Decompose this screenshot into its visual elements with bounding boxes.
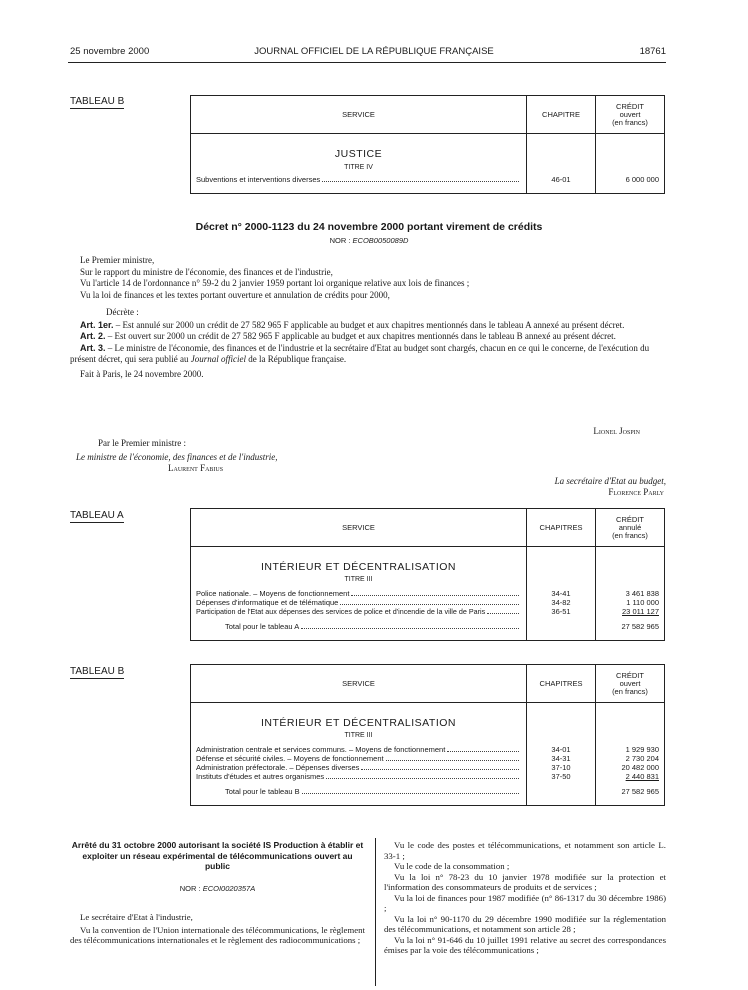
table-b — [190, 664, 665, 806]
article-2: Art. 2. – Est ouvert sur 2000 un crédit de 27 582 965 F applicable au budget et aux chapitres mentionnés dans le tableau B annexé au présent décret. — [80, 331, 616, 341]
row-credit: 1 110 000 — [596, 598, 665, 607]
row-service: Dépenses d'informatique et de télématique — [196, 598, 339, 607]
row-chapitre: 37-50 — [527, 772, 596, 781]
table-a-label: TABLEAU A — [70, 510, 124, 521]
total-value: 27 582 965 — [596, 622, 665, 640]
arrete-para: Vu la convention de l'Union internationale des télécommunications, le règlement des télécommunications internationales et le règlement des radiocommunications ; — [70, 924, 365, 945]
total-label: Total pour le tableau A — [225, 622, 300, 631]
table-row — [191, 589, 665, 598]
arrete-title: Arrêté du 31 octobre 2000 autorisant la société IS Production à établir et exploiter un réseau expérimental de télécommunications ouvert au public — [71, 840, 364, 871]
row-service: Administration centrale et services communs. – Moyens de fonctionnement — [196, 745, 446, 754]
row-credit: 2 730 204 — [596, 754, 665, 763]
article-1: Art. 1er. – Est annulé sur 2000 un crédit de 27 582 965 F applicable au budget et aux chapitres mentionnés dans le tableau A annexé au présent décret. — [80, 319, 625, 330]
col-header-credit: CRÉDIT ouvert (en francs) — [596, 665, 665, 703]
row-chapitre: 34-82 — [527, 598, 596, 607]
row-credit: 20 482 000 — [596, 763, 665, 772]
section-cell — [191, 134, 527, 172]
arrete-para: Vu la loi de finances pour 1987 modifiée (n° 86-1317 du 30 décembre 1986) ; — [384, 892, 666, 913]
row-credit: 1 929 930 — [596, 745, 665, 754]
row-service: Instituts d'études et autres organismes — [196, 772, 325, 781]
row-chapitre: 36-51 — [527, 607, 596, 616]
minister-role: Le ministre de l'économie, des finances et de l'industrie, — [76, 452, 278, 462]
article-3: Art. 3. – Le ministre de l'économie, des finances et de l'industrie et la secrétaire d'Etat au budget sont chargés, chacun en ce qui le concerne, de l'exécution du présent décret, qui sera publié au Journal officiel de la République française. — [70, 342, 650, 364]
table-a — [190, 508, 665, 641]
decret-nor: NOR : ECOB0050089D — [329, 236, 409, 245]
row-credit: 3 461 838 — [596, 589, 665, 598]
decret-nor-code: ECOB0050089D — [352, 236, 409, 245]
arrete-para: Vu le code de la consommation ; — [394, 861, 510, 871]
decret-para: Le Premier ministre, — [80, 255, 155, 265]
col-header-credit: CRÉDIT ouvert (en francs) — [596, 96, 665, 134]
row-chapitre: 34-31 — [527, 754, 596, 763]
section-title: INTÉRIEUR ET DÉCENTRALISATION — [261, 717, 456, 729]
decrete-line: Décrète : — [106, 307, 139, 317]
table-row — [191, 607, 665, 616]
decret-para: Vu la loi de finances et les textes portant ouverture et annulation de crédits pour 2000, — [80, 289, 390, 300]
row-chapitre: 34-01 — [527, 745, 596, 754]
header-journal-title: JOURNAL OFFICIEL DE LA RÉPUBLIQUE FRANÇAISE — [254, 46, 494, 57]
titre-label: TITRE IV — [344, 164, 373, 171]
par-le-premier-ministre: Par le Premier ministre : — [98, 438, 186, 448]
row-service: Subventions et interventions diverses — [196, 175, 321, 184]
section-title: INTÉRIEUR ET DÉCENTRALISATION — [261, 561, 456, 573]
arrete-right-body — [384, 840, 666, 956]
table-total-row — [191, 622, 665, 640]
row-service: Défense et sécurité civiles. – Moyens de fonctionnement — [196, 754, 384, 763]
arrete-nor-code: ECOI0020357A — [202, 884, 256, 893]
secretary-name: Florence Parly — [608, 487, 664, 497]
row-chapitre: 34-41 — [527, 589, 596, 598]
decret-para: Vu l'article 14 de l'ordonnance n° 59-2 du 2 janvier 1959 portant loi organique relative aux lois de finances ; — [80, 278, 470, 288]
row-credit: 6 000 000 — [596, 171, 665, 193]
header-date: 25 novembre 2000 — [70, 46, 150, 57]
arrete-left-body — [70, 912, 365, 946]
arrete-para: Vu le code des postes et télécommunications, et notamment son article L. 33-1 ; — [384, 840, 666, 861]
table-b-label: TABLEAU B — [70, 666, 125, 677]
arrete-para: Vu la loi n° 91-646 du 10 juillet 1991 relative au secret des correspondances émises par la voie des télécommunications ; — [384, 934, 666, 955]
section-title: JUSTICE — [334, 148, 383, 160]
table-row — [191, 171, 665, 193]
total-value: 27 582 965 — [596, 787, 665, 805]
header-rule — [68, 62, 666, 63]
col-header-service: SERVICE — [191, 665, 527, 703]
row-service: Police nationale. – Moyens de fonctionnement — [196, 589, 350, 598]
table-row — [191, 754, 665, 763]
table-top-label: TABLEAU B — [70, 96, 125, 107]
table-row — [191, 598, 665, 607]
section-cell — [191, 547, 527, 590]
column-divider — [375, 838, 376, 986]
table-total-row — [191, 787, 665, 805]
col-header-service: SERVICE — [191, 509, 527, 547]
arrete-para: Vu la loi n° 78-23 du 10 janvier 1978 modifiée sur la protection et l'information des consommateurs de produits et de services ; — [384, 871, 666, 892]
table-row — [191, 763, 665, 772]
secretary-role: La secrétaire d'Etat au budget, — [554, 476, 666, 486]
table-top — [190, 95, 665, 194]
arrete-para: Le secrétaire d'Etat à l'industrie, — [80, 912, 193, 922]
decret-title: Décret n° 2000-1123 du 24 novembre 2000 portant virement de crédits — [195, 221, 543, 233]
decret-body — [70, 255, 668, 380]
titre-label: TITRE III — [344, 576, 373, 583]
col-header-chapitres: CHAPITRES — [527, 665, 596, 703]
row-credit: 23 011 127 — [596, 607, 665, 616]
decret-para: Sur le rapport du ministre de l'économie, des finances et de l'industrie, — [80, 266, 333, 277]
col-header-credit: CRÉDIT annulé (en francs) — [596, 509, 665, 547]
table-row — [191, 745, 665, 754]
arrete-para: Vu la loi n° 90-1170 du 29 décembre 1990 modifiée sur la réglementation des télécommunications, et notamment son article 28 ; — [384, 913, 666, 934]
minister-name: Laurent Fabius — [168, 463, 224, 473]
row-service: Participation de l'Etat aux dépenses des services de police et d'incendie de la ville de Paris — [196, 607, 486, 616]
row-service: Administration préfectorale. – Dépenses diverses — [196, 763, 360, 772]
arrete-nor: NOR : ECOI0020357A — [179, 884, 256, 893]
col-header-chapitres: CHAPITRES — [527, 509, 596, 547]
section-cell — [191, 703, 527, 746]
row-chapitre: 37-10 — [527, 763, 596, 772]
titre-label: TITRE III — [344, 732, 373, 739]
header-page-number: 18761 — [639, 46, 666, 57]
col-header-chapitre: CHAPITRE — [527, 96, 596, 134]
total-label: Total pour le tableau B — [225, 787, 300, 796]
fait-a-paris: Fait à Paris, le 24 novembre 2000. — [80, 368, 204, 379]
table-row — [191, 772, 665, 781]
row-credit: 2 440 831 — [596, 772, 665, 781]
col-header-service: SERVICE — [191, 96, 527, 134]
row-chapitre: 46-01 — [527, 171, 596, 193]
signatory-pm: Lionel Jospin — [593, 426, 640, 436]
